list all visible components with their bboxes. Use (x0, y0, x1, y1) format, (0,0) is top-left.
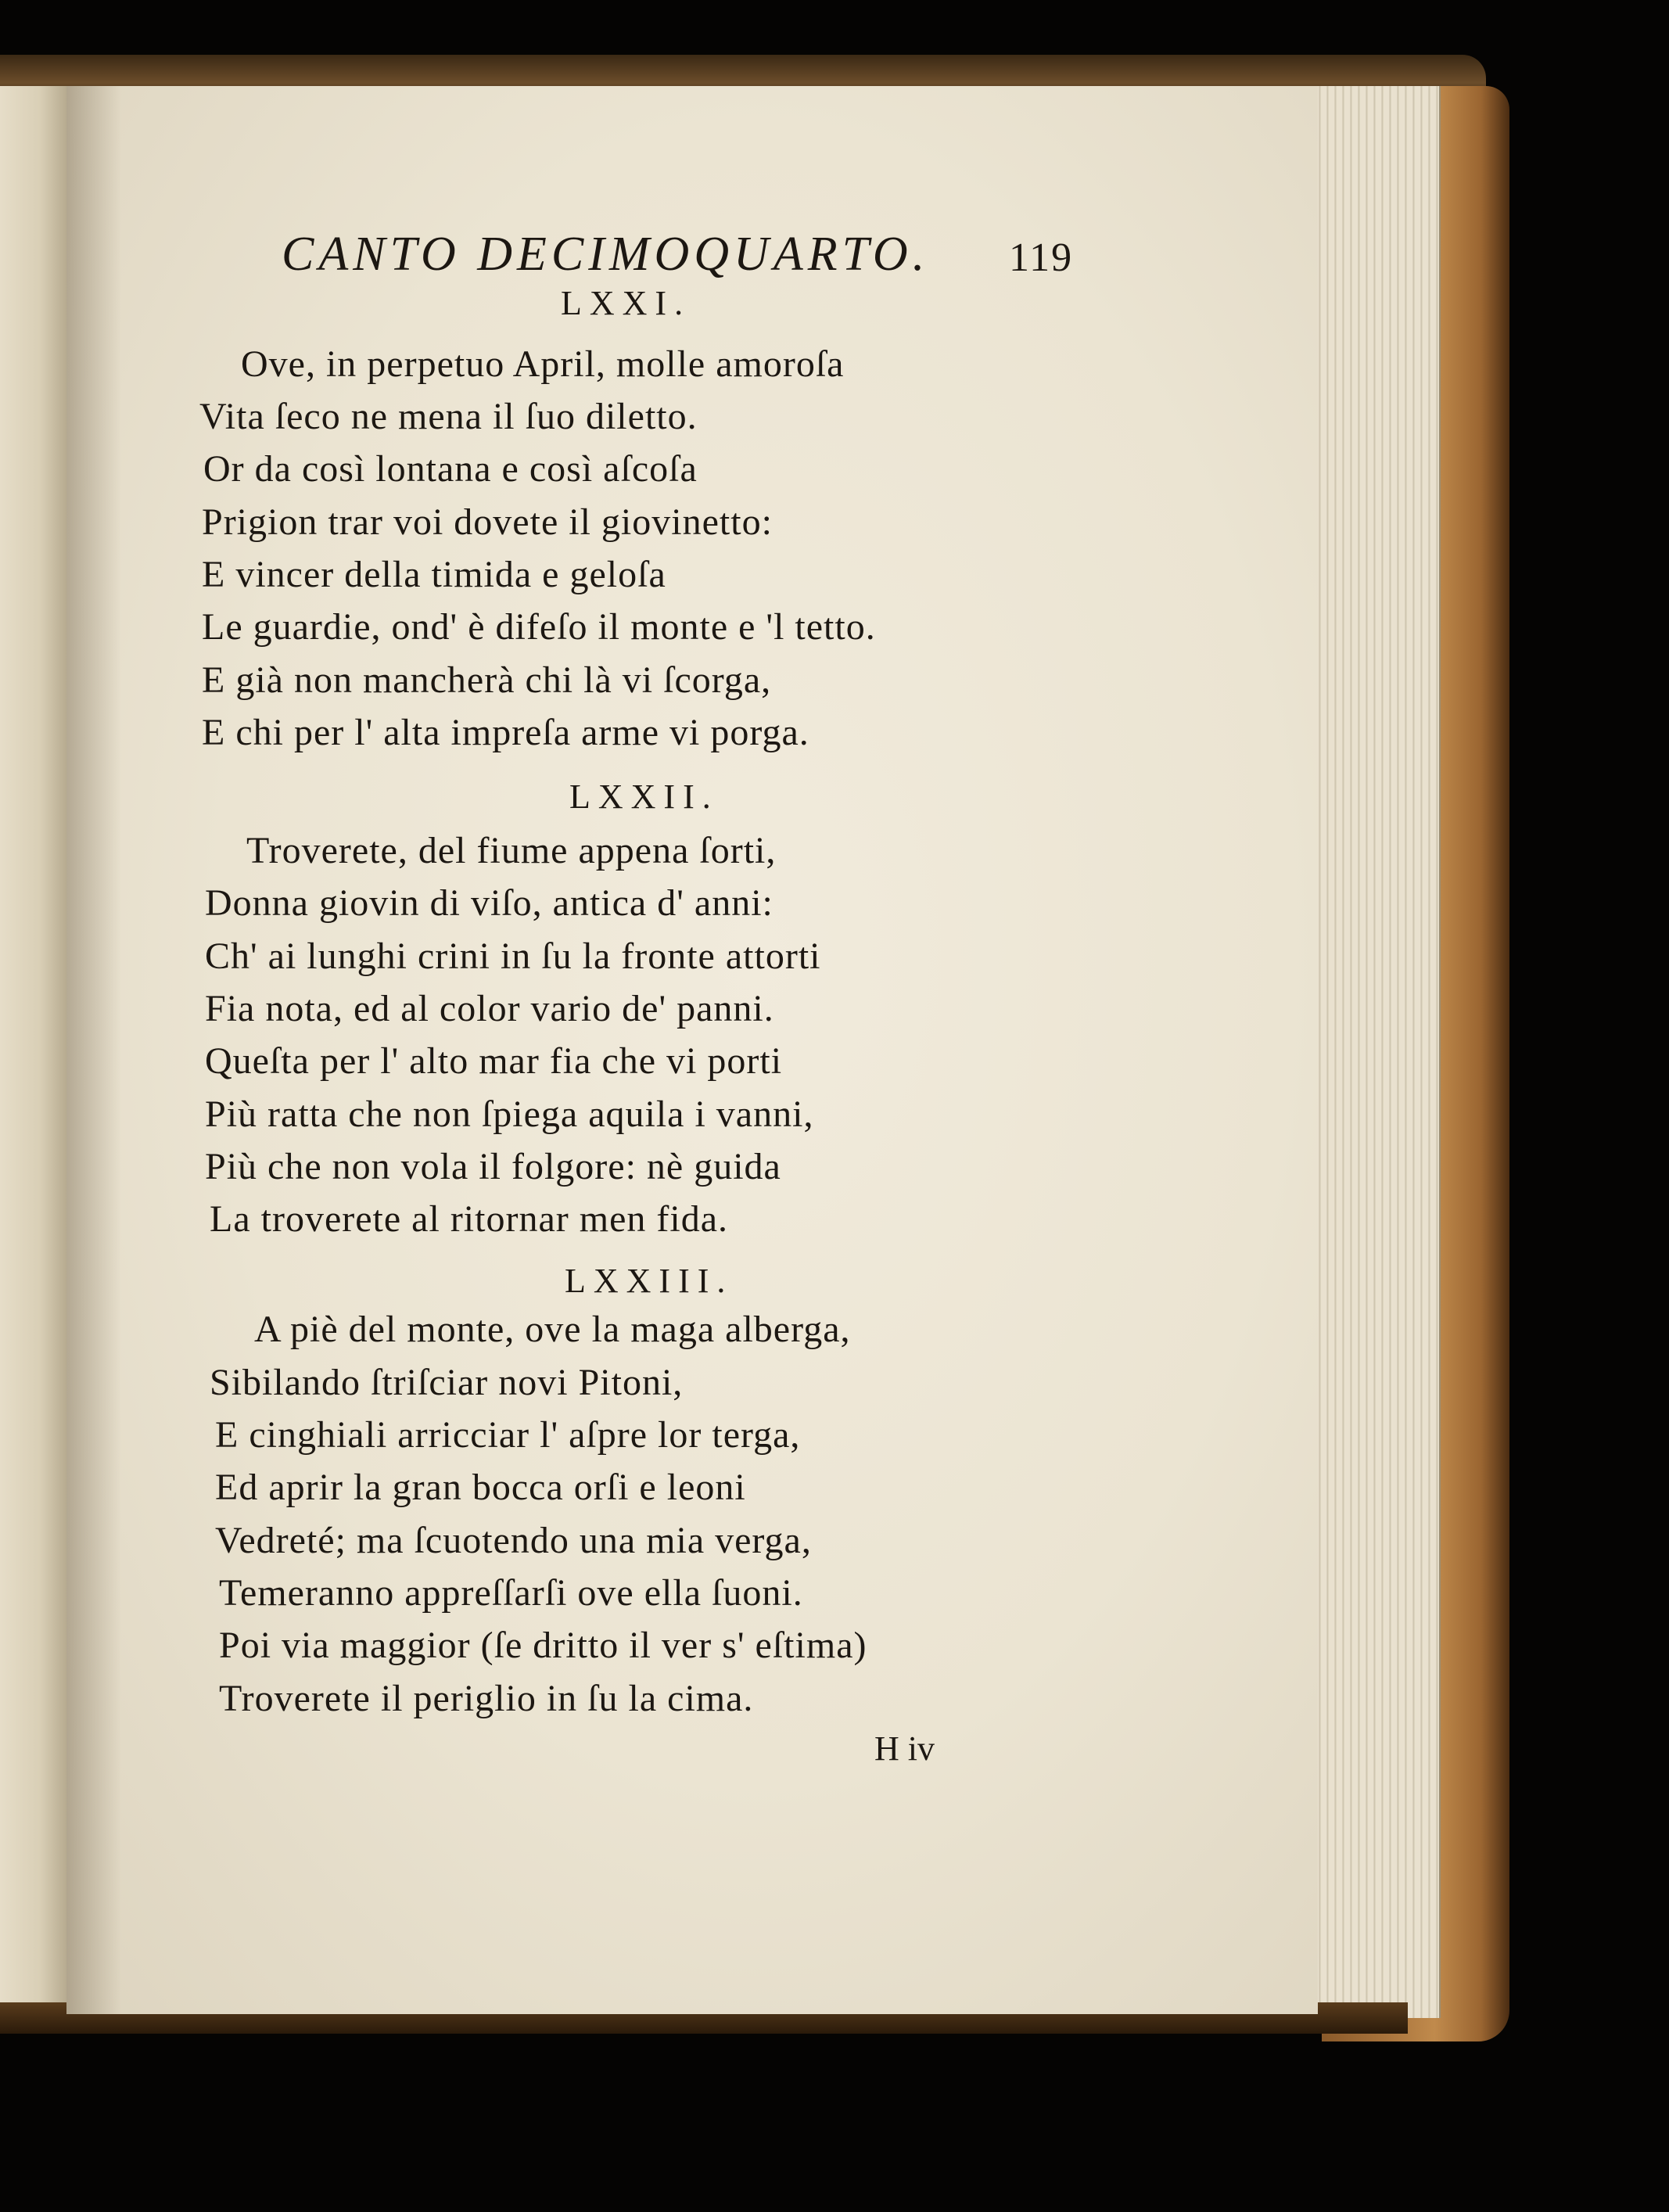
verse-line: La troverete al ritornar men fida. (210, 1198, 729, 1240)
catchword: H iv (874, 1729, 935, 1768)
verse-line: E vincer della timida e geloſa (202, 554, 666, 595)
verse-line: Fia nota, ed al color vario de' panni. (205, 988, 774, 1029)
verse-line: Or da così lontana e così aſcoſa (203, 448, 698, 490)
facing-page-edge (0, 86, 66, 2026)
verse-line: Queſta per l' alto mar fia che vi porti (205, 1040, 783, 1082)
verse-line: Ed aprir la gran bocca orſi e leoni (215, 1467, 746, 1508)
verse-line: Vita ſeco ne mena il ſuo diletto. (199, 396, 698, 437)
verse-line: E chi per l' alta impreſa arme vi porga. (202, 712, 809, 753)
verse-line: Prigion trar voi dovete il giovinetto: (202, 501, 773, 543)
page-gutter-shadow (66, 86, 121, 2014)
verse-line: E già non mancherà chi là vi ſcorga, (202, 659, 772, 701)
verse-line: Poi via maggior (ſe dritto il ver s' eſtima) (219, 1625, 867, 1666)
verse-line: Le guardie, ond' è difeſo il monte e 'l tetto. (202, 606, 876, 648)
verse-line: Più che non vola il folgore: nè guida (205, 1146, 781, 1187)
verse-line: Ch' ai lunghi crini in ſu la fronte attorti (205, 935, 821, 977)
verse-line: Troverete il periglio in ſu la cima. (219, 1678, 754, 1719)
page-block-edges (1314, 86, 1441, 2018)
page-number: 119 (1009, 235, 1074, 280)
verse-line: Donna giovin di viſo, antica d' anni: (205, 882, 773, 924)
stanza-number: LXXIII. (565, 1262, 734, 1300)
verse-line: E cinghiali arricciar l' aſpre lor terga, (215, 1414, 801, 1456)
stanza-number: LXXII. (569, 777, 719, 816)
stanza-number: LXXI. (561, 284, 691, 322)
verse-line: Ove, in perpetuo April, molle amoroſa (241, 343, 845, 385)
verse-line: A piè del monte, ove la maga alberga, (254, 1309, 851, 1350)
verse-line: Sibilando ſtriſciar novi Pitoni, (210, 1362, 684, 1403)
verse-line: Vedreté; ma ſcuotendo una mia verga, (215, 1520, 812, 1561)
verse-line: Più ratta che non ſpiega aquila i vanni, (205, 1093, 814, 1135)
verse-line: Troverete, del fiume appena ſorti, (246, 830, 777, 871)
running-title: CANTO DECIMOQUARTO. (282, 228, 930, 281)
verse-line: Temeranno appreſſarſi ove ella ſuoni. (219, 1572, 803, 1614)
